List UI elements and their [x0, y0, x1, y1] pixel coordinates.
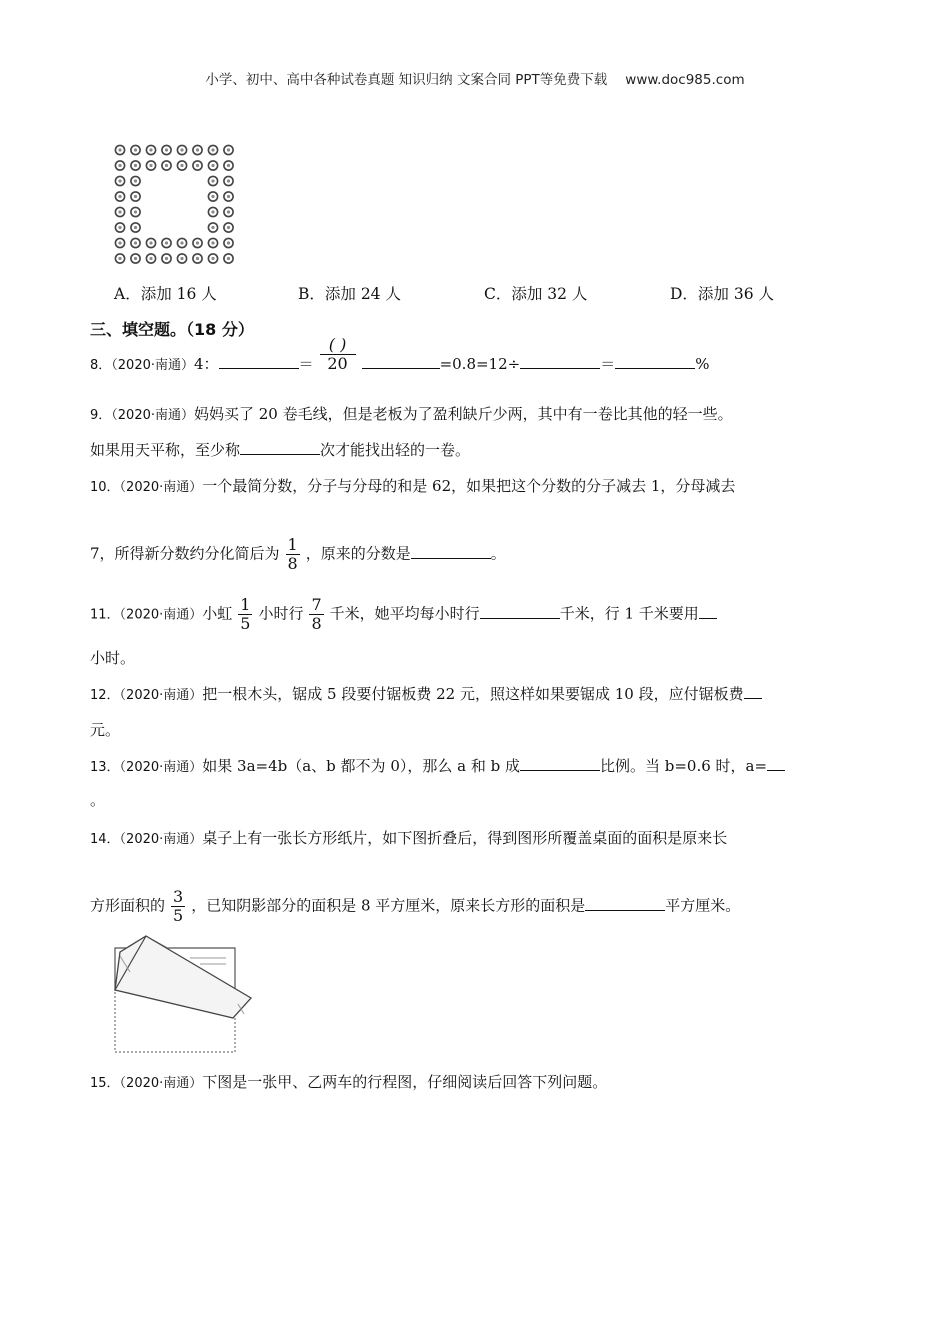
fraction	[238, 596, 252, 633]
answer-blank[interactable]	[615, 354, 695, 369]
question-11-cont	[90, 648, 135, 668]
q14-line-2a: 方形面积的	[90, 896, 166, 915]
person-dot	[196, 257, 199, 260]
person-dot	[180, 148, 183, 151]
q14-line-2b: ，已知阴影部分的面积是 8 平方厘米，原来长方形的面积是	[191, 896, 586, 915]
answer-blank[interactable]	[480, 604, 560, 619]
fraction	[320, 336, 356, 373]
person-dot	[118, 226, 121, 229]
fraction-denominator: 5	[240, 614, 251, 633]
header-text: 小学、初中、高中各种试卷真题 知识归纳 文案合同 PPT等免费下载	[205, 72, 608, 88]
person-dot	[196, 148, 199, 151]
person-dot	[165, 148, 168, 151]
question-source: （2020·南通）	[119, 480, 203, 495]
person-dot	[134, 164, 137, 167]
q8-text-2: ＝	[298, 355, 314, 373]
question-12-cont	[90, 720, 120, 740]
person-dot	[149, 241, 152, 244]
answer-blank[interactable]	[520, 354, 600, 369]
question-9-cont	[90, 440, 470, 460]
fraction-numerator: 1	[240, 595, 251, 614]
section-title: 三、填空题。（18 分）	[90, 320, 254, 339]
person-dot	[180, 257, 183, 260]
q14-line-1: 桌子上有一张长方形纸片，如下图折叠后，得到图形所覆盖桌面的面积是原来长	[202, 829, 728, 847]
q10-line-2b: ，原来的分数是	[305, 544, 411, 563]
person-dot	[196, 241, 199, 244]
person-dot	[149, 164, 152, 167]
fraction-numerator: 3	[173, 887, 184, 906]
fraction	[286, 536, 300, 573]
person-dot	[134, 195, 137, 198]
question-14	[90, 828, 727, 850]
q10-line-2a: 7，所得新分数约分化简后为	[90, 544, 280, 563]
question-number: 14．	[90, 832, 120, 847]
person-dot	[227, 195, 230, 198]
person-dot	[211, 241, 214, 244]
q9-line-2a: 如果用天平称，至少称	[90, 441, 241, 459]
q9-line-2b: 次才能找出轻的一卷。	[320, 441, 471, 459]
question-11	[90, 596, 717, 633]
question-12	[90, 684, 762, 706]
fraction-numerator: 7	[311, 595, 322, 614]
answer-blank[interactable]	[219, 354, 299, 369]
question-number: 8．	[90, 358, 112, 373]
q13-line-2: 。	[90, 791, 106, 809]
folded-paper-figure	[108, 928, 258, 1058]
question-source: （2020·南通）	[119, 1076, 203, 1091]
person-dot	[165, 241, 168, 244]
option-a[interactable]: A．添加 16 人	[114, 285, 217, 303]
q13-text-1: 如果 3a=4b（a、b 都不为 0），那么 a 和 b 成	[202, 757, 520, 775]
person-dot	[134, 148, 137, 151]
person-dot	[118, 257, 121, 260]
person-dot	[211, 195, 214, 198]
q8-text-3: =0.8=12÷	[439, 355, 521, 373]
fraction	[171, 888, 185, 925]
fraction-denominator: 5	[173, 906, 184, 925]
person-dot	[165, 257, 168, 260]
question-15	[90, 1072, 607, 1094]
answer-blank[interactable]	[240, 440, 320, 455]
person-dot	[149, 257, 152, 260]
question-source: （2020·南通）	[119, 688, 203, 703]
question-14-cont	[90, 888, 740, 925]
person-dot	[227, 210, 230, 213]
q11-line-2: 小时。	[90, 649, 136, 667]
person-dot	[227, 257, 230, 260]
person-dot	[118, 210, 121, 213]
person-dot	[165, 164, 168, 167]
q8-text-1: 4：	[194, 355, 219, 373]
answer-blank[interactable]	[744, 684, 762, 699]
q14-line-2c: 平方厘米。	[665, 896, 741, 915]
fraction-denominator: 8	[311, 614, 322, 633]
q11-text-1: 小虹	[202, 604, 233, 623]
question-number: 13．	[90, 760, 120, 775]
q12-line-2: 元。	[90, 721, 121, 739]
person-dot	[227, 164, 230, 167]
question-number: 10．	[90, 480, 120, 495]
q9-line-1: 妈妈买了 20 卷毛线，但是老板为了盈利缺斤少两，其中有一卷比其他的轻一些。	[194, 405, 733, 423]
question-source: （2020·南通）	[119, 760, 203, 775]
person-dot	[149, 148, 152, 151]
question-9	[90, 404, 733, 426]
person-dot	[211, 226, 214, 229]
header-url[interactable]: www.doc985.com	[625, 72, 745, 88]
fraction-numerator: 1	[287, 535, 298, 554]
person-dot	[134, 241, 137, 244]
answer-blank[interactable]	[362, 354, 440, 369]
person-dot	[227, 148, 230, 151]
question-number: 15．	[90, 1076, 120, 1091]
person-dot	[211, 164, 214, 167]
person-dot	[134, 179, 137, 182]
q15-text: 下图是一张甲、乙两车的行程图，仔细阅读后回答下列问题。	[202, 1073, 608, 1091]
person-dot	[211, 179, 214, 182]
question-number: 11．	[90, 607, 120, 623]
person-dot	[227, 226, 230, 229]
question-number: 12．	[90, 688, 120, 703]
person-dot	[134, 210, 137, 213]
q11-text-3: 千米，她平均每小时行	[329, 604, 480, 623]
person-dot	[227, 179, 230, 182]
question-number: 9．	[90, 408, 112, 423]
q8-text-4: ＝	[600, 355, 616, 373]
q11-text-2: 小时行	[258, 604, 304, 623]
question-13	[90, 756, 785, 778]
answer-blank[interactable]	[585, 896, 665, 911]
person-dot	[227, 241, 230, 244]
fraction-numerator: ( )	[328, 334, 347, 354]
answer-blank[interactable]	[767, 756, 785, 771]
question-13-cont	[90, 790, 105, 810]
person-dot	[118, 195, 121, 198]
option-d[interactable]: D．添加 36 人	[670, 285, 775, 303]
question-source: （2020·南通）	[111, 408, 194, 423]
answer-blank[interactable]	[411, 544, 491, 559]
person-dot	[134, 257, 137, 260]
person-dot	[180, 164, 183, 167]
q13-text-2: 比例。当 b=0.6 时，a=	[599, 757, 768, 775]
q8-text-5: %	[695, 355, 710, 373]
q10-line-1: 一个最简分数，分子与分母的和是 62，如果把这个分数的分子减去 1，分母减去	[202, 477, 736, 495]
person-dot	[211, 148, 214, 151]
answer-blank[interactable]	[699, 604, 717, 619]
option-c[interactable]: C．添加 32 人	[484, 285, 588, 303]
person-dot	[118, 241, 121, 244]
q12-line-1: 把一根木头，锯成 5 段要付锯板费 22 元，照这样如果要锯成 10 段，应付锯板费	[202, 685, 744, 703]
question-source: （2020·南通）	[119, 607, 203, 623]
fraction	[309, 596, 323, 633]
people-square-figure	[110, 140, 240, 265]
fraction-denominator: 20	[327, 353, 348, 373]
option-b[interactable]: B．添加 24 人	[298, 285, 401, 303]
person-dot	[196, 164, 199, 167]
question-8	[90, 334, 710, 376]
person-dot	[118, 164, 121, 167]
question-10	[90, 476, 735, 498]
person-dot	[118, 179, 121, 182]
question-10-cont	[90, 536, 506, 573]
person-dot	[118, 148, 121, 151]
person-dot	[211, 210, 214, 213]
person-dot	[211, 257, 214, 260]
answer-blank[interactable]	[520, 756, 600, 771]
q10-line-2c: 。	[490, 544, 506, 563]
question-source: （2020·南通）	[119, 832, 203, 847]
person-dot	[134, 226, 137, 229]
question-source: （2020·南通）	[111, 358, 194, 373]
page-header	[0, 68, 950, 88]
q11-text-4: 千米，行 1 千米要用	[559, 604, 699, 623]
person-dot	[180, 241, 183, 244]
fraction-denominator: 8	[287, 554, 298, 573]
